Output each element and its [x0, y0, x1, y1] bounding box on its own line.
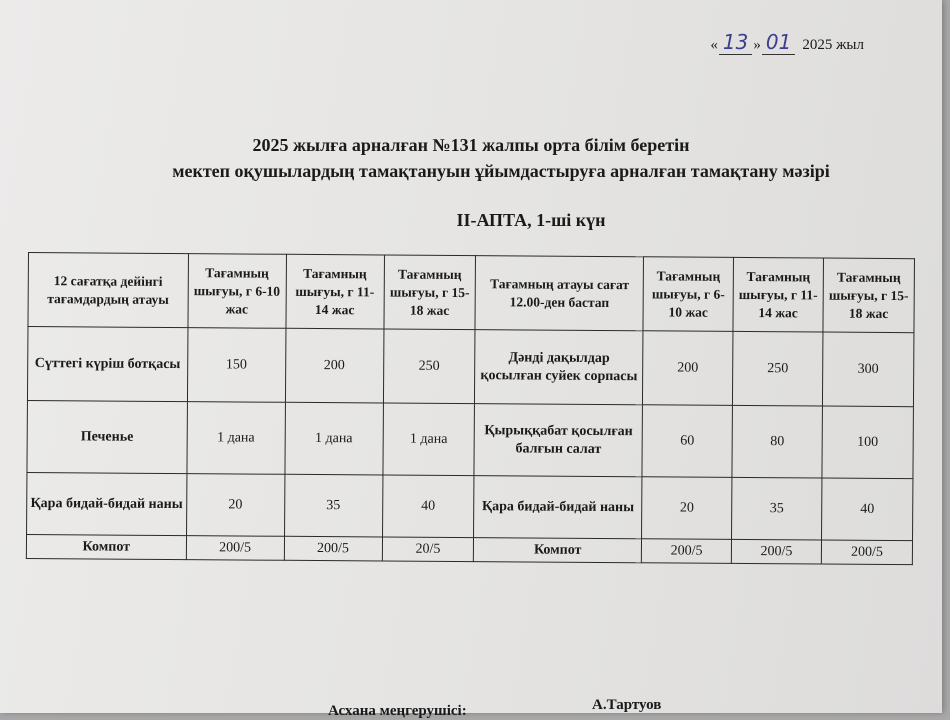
portion-cell: 200/5: [284, 536, 382, 561]
portion-cell: 250: [733, 331, 823, 406]
header-cell: Тағамның шығуы, г 6-10 жас: [643, 257, 733, 332]
dish-name-cell: Компот: [26, 534, 186, 559]
dish-name-cell: Компот: [474, 538, 642, 563]
date-month: 01: [762, 30, 795, 55]
date-line: [710, 30, 864, 55]
header-cell: 12 сағатқа дейінгі тағамдардың атауы: [28, 253, 188, 328]
portion-cell: 200/5: [731, 539, 821, 564]
portion-cell: 20/5: [382, 537, 474, 562]
dish-name-cell: Қара бидай-бидай наны: [27, 472, 187, 535]
portion-cell: 200: [643, 331, 733, 406]
table-row: [27, 400, 913, 478]
dish-name-cell: Қара бидай-бидай наны: [474, 476, 642, 539]
dish-name-cell: Печенье: [27, 400, 187, 473]
table-row: [27, 327, 913, 407]
dish-name-cell: Сүттегі күріш ботқасы: [27, 327, 187, 402]
dish-name-cell: Қырыққабат қосылған балғын салат: [474, 404, 642, 477]
title-line-1: 2025 жылға арналған №131 жалпы орта білім беретін: [252, 135, 690, 155]
week-label: ІІ-АПТА, 1-ші күн: [456, 210, 606, 230]
table-header-row: [28, 253, 914, 333]
portion-cell: 200/5: [821, 540, 912, 565]
table-row: [26, 534, 912, 564]
portion-cell: 200/5: [186, 536, 284, 561]
header-cell: Тағамның шығуы, г 6-10 жас: [188, 254, 286, 329]
date-mid-quote: »: [753, 37, 761, 53]
portion-cell: 200/5: [642, 539, 732, 564]
portion-cell: 200: [285, 328, 383, 403]
header-cell: Тағамның шығуы, г 15-18 жас: [823, 258, 915, 333]
title-line-2: мектеп оқушылардың тамақтануын ұйымдастыруға арналған тамақтану мәзірі: [172, 161, 830, 181]
portion-cell: 1 дана: [382, 403, 474, 476]
signatory-role: Асхана меңгерушісі:: [328, 703, 467, 719]
portion-cell: 80: [732, 405, 822, 478]
portion-cell: 40: [382, 475, 474, 538]
date-year: 2025 жыл: [802, 37, 864, 53]
portion-cell: 100: [822, 406, 914, 479]
header-cell: Тағамның шығуы, г 15-18 жас: [383, 255, 475, 330]
portion-cell: 1 дана: [285, 402, 383, 475]
portion-cell: 250: [383, 329, 475, 404]
dish-name-cell: Дәнді дақылдар қосылған суйек сорпасы: [475, 330, 643, 405]
portion-cell: 40: [822, 478, 913, 541]
header-cell: Тағамның атауы сағат 12.00-ден бастап: [475, 256, 643, 331]
date-open-quote: «: [710, 37, 718, 53]
portion-cell: 60: [642, 405, 732, 478]
portion-cell: 20: [186, 474, 284, 537]
portion-cell: 300: [822, 332, 914, 407]
portion-cell: 150: [187, 328, 285, 403]
page-title: [0, 132, 942, 184]
menu-table: [26, 252, 915, 565]
portion-cell: 35: [284, 474, 382, 537]
signatory-name: А.Тартуов: [592, 697, 662, 713]
date-day: 13: [719, 30, 752, 55]
portion-cell: 20: [642, 477, 732, 540]
header-cell: Тағамның шығуы, г 11-14 жас: [733, 257, 823, 332]
header-cell: Тағамның шығуы, г 11-14 жас: [286, 254, 384, 329]
portion-cell: 1 дана: [187, 402, 285, 475]
portion-cell: 35: [732, 477, 822, 540]
table-row: [27, 472, 913, 540]
